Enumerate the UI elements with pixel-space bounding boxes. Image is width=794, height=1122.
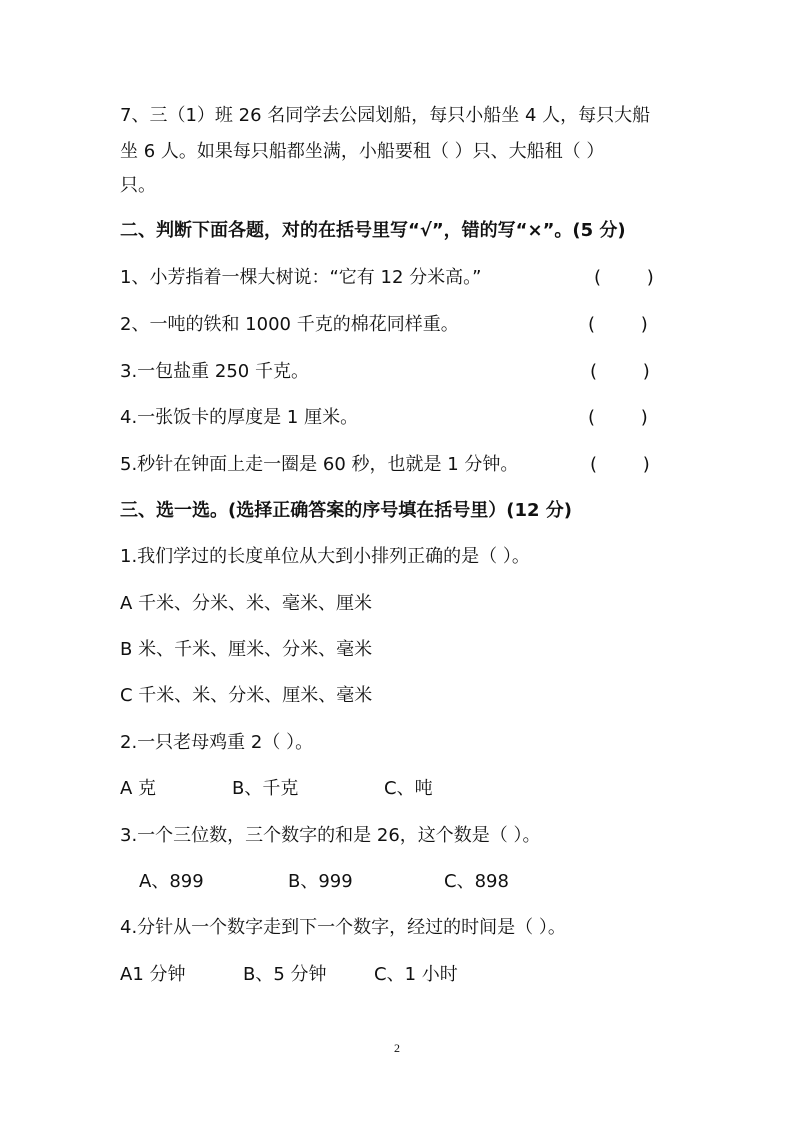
s3-q2-option-b: B、千克 <box>232 778 299 799</box>
s2-item-3-answer-paren[interactable]: ( ) <box>590 361 650 382</box>
s3-q4-option-b: B、5 分钟 <box>243 964 327 985</box>
s2-item-3-text: 3.一包盐重 250 千克。 <box>120 361 309 382</box>
s2-item-5-text: 5.秒针在钟面上走一圈是 60 秒，也就是 1 分钟。 <box>120 454 519 475</box>
s2-item-4-text: 4.一张饭卡的厚度是 1 厘米。 <box>120 407 359 428</box>
s3-q3-option-c: C、898 <box>444 871 509 892</box>
s3-q1-stem: 1.我们学过的长度单位从大到小排列正确的是（ ）。 <box>120 546 530 567</box>
s2-item-4-answer-paren[interactable]: ( ) <box>588 407 648 428</box>
section2-heading: 二、判断下面各题，对的在括号里写“√”，错的写“×”。(5 分) <box>120 220 626 241</box>
s3-q4-option-a: A1 分钟 <box>120 964 186 985</box>
q7-line-1: 7、三（1）班 26 名同学去公园划船，每只小船坐 4 人，每只大船 <box>120 105 651 126</box>
s3-q2-option-a: A 克 <box>120 778 157 799</box>
s3-q3-stem: 3.一个三位数，三个数字的和是 26，这个数是（ ）。 <box>120 825 541 846</box>
s3-q3-option-b: B、999 <box>288 871 353 892</box>
q7-line-3: 只。 <box>120 175 156 196</box>
q7-line-2: 坐 6 人。如果每只船都坐满，小船要租（ ）只、大船租（ ） <box>120 141 605 162</box>
section3-heading: 三、选一选。(选择正确答案的序号填在括号里）(12 分) <box>120 500 572 521</box>
s2-item-5-answer-paren[interactable]: ( ) <box>590 454 650 475</box>
s3-q4-stem: 4.分针从一个数字走到下一个数字，经过的时间是（ ）。 <box>120 917 566 938</box>
s2-item-1-answer-paren[interactable]: ( ) <box>594 267 654 288</box>
s3-q1-option-b: B 米、千米、厘米、分米、毫米 <box>120 639 373 660</box>
s2-item-1-text: 1、小芳指着一棵大树说：“它有 12 分米高。” <box>120 267 482 288</box>
s3-q3-option-a: A、899 <box>139 871 204 892</box>
s3-q1-option-a: A 千米、分米、米、毫米、厘米 <box>120 593 373 614</box>
page-number: 2 <box>394 1041 400 1055</box>
s3-q4-option-c: C、1 小时 <box>374 964 458 985</box>
s3-q2-option-c: C、吨 <box>384 778 433 799</box>
s3-q1-option-c: C 千米、米、分米、厘米、毫米 <box>120 685 373 706</box>
s2-item-2-text: 2、一吨的铁和 1000 千克的棉花同样重。 <box>120 314 459 335</box>
s2-item-2-answer-paren[interactable]: ( ) <box>588 314 648 335</box>
s3-q2-stem: 2.一只老母鸡重 2（ ）。 <box>120 732 314 753</box>
